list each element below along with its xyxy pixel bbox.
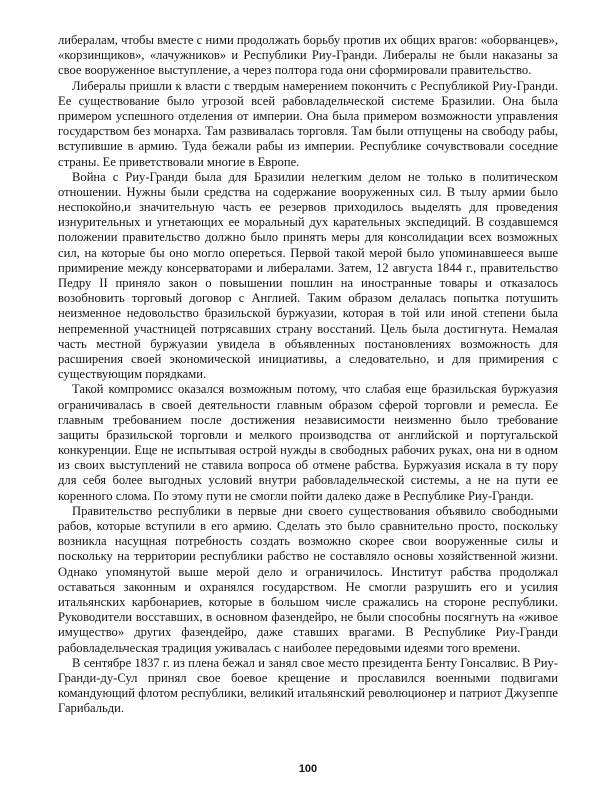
paragraph-4: Такой компромисс оказался возможным потому, что слабая еще бразильская буржуазия ограничивалась в своей деятельности главным образом сферой торговли и ремесла. Ее главным требованием после достижения независимости неизменно было требование защиты бразильской торговли и мелкого производства от английской и португальской конкуренции. Еще не испытывая острой нужды в свободных рабочих руках, она ни в одном из своих выступлений не ставила вопроса об отмене рабства. Буржуазия искала в ту пору для себя более выгодных условий внутри рабовладельческой системы, а не на пути ее коренного слома. По этому пути не смогли пойти далеко даже в Республике Риу-Гранди. xyxy=(58,382,558,503)
page-number: 100 xyxy=(298,763,318,775)
paragraph-2: Либералы пришли к власти с твердым намерением покончить с Республикой Риу-Гранди. Ее существование было угрозой всей рабовладельческой системе Бразилии. Она была примером успешного отделения от империи. Она была примером возможности управления государством без монарха. Там развивалась торговля. Там были отпущены на свободу рабы, вступившие в армию. Туда бежали рабы из империи. Республике сочувствовали соседние страны. Ее приветствовали многие в Европе. xyxy=(58,78,558,169)
paragraph-5: Правительство республики в первые дни своего существования объявило свободными рабов, которые вступили в его армию. Сделать это было сравнительно просто, поскольку возникла насущная потребность создать возможно скорее свои вооруженные силы и поскольку на территории республики рабство не составляло основы хозяйственной жизни. Однако упомянутой выше мерой дело и ограничилось. Институт рабства продолжал оставаться законным и охранялся государством. Не смогли разрушить его и усилия итальянских карбонариев, которые в большом числе сражались на стороне республики. Руководители восставших, в основном фазендейро, не были способны посягнуть на «живое имущество» других фазендейро, даже ставших врагами. В Республике Риу-Гранди рабовладельческая традиция уживалась с наиболее передовыми идеями того времени. xyxy=(58,503,558,655)
paragraph-3: Война с Риу-Гранди была для Бразилии нелегким делом не только в политическом отношении. Нужны были средства на содержание вооруженных сил. В тылу армии было неспокойно,и значительную часть ее резервов приходилось выделять для проведения изнурительных и угнетающих ее моральный дух карательных экспедиций. В создавшемся положении правительство должно было принять меры для консолидации всех возможных сил, на которые бы оно могло опереться. Первой такой мерой было упоминавшееся выше примирение между консерваторами и либералами. Затем, 12 августа 1844 г., правительство Педру II приняло закон о повышении пошлин на иностранные товары и отказалось возобновить торговый договор с Англией. Таким образом делалась попытка потушить неизменное недовольство бразильской буржуазии, которая в той или иной степени была непременной участницей потрясавших страну восстаний. Цель была достигнута. Немалая часть местной буржуазии увидела в объявленных постановлениях возможность для расширения своей экономической инициативы, а следовательно, и для примирения с существующим порядками. xyxy=(58,169,558,382)
paragraph-6: В сентябре 1837 г. из плена бежал и занял свое место президента Бенту Гонсалвис. В Риу-Гранди-ду-Сул принял свое боевое крещение и прославился военными подвигами командующий флотом республики, великий итальянский революционер и патриот Джузеппе Гарибальди. xyxy=(58,655,558,716)
paragraph-1: либералам, чтобы вместе с ними продолжать борьбу против их общих врагов: «оборванцев», «корзинщиков», «лачужников» и Республики Риу-Гранди. Либералы не были наказаны за свое вооруженное выступление, а через полтора года они сформировали правительство. xyxy=(58,33,558,78)
page xyxy=(58,33,558,778)
